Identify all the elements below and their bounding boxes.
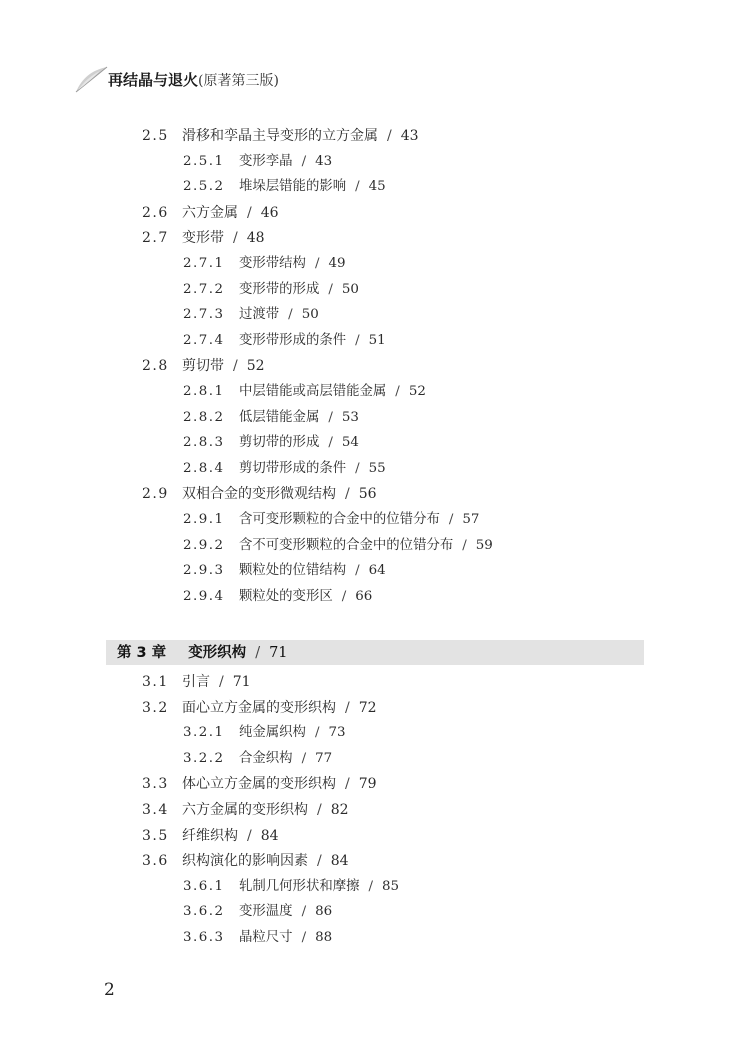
toc-separator: / (301, 904, 307, 920)
toc-entry-number: 2.9 (142, 486, 169, 503)
toc-entry[interactable] (183, 281, 359, 299)
toc-entry-page: 51 (368, 332, 386, 348)
toc-entry-number: 3.2 (142, 699, 169, 716)
toc-entry-title: 剪切带 (182, 358, 224, 375)
toc-entry-number: 2.9.4 (183, 588, 225, 604)
toc-entry-title: 双相合金的变形微观结构 (182, 486, 336, 503)
toc-separator: / (345, 699, 350, 716)
toc-entry-title: 变形孪晶 (239, 153, 293, 169)
toc-separator: / (395, 384, 400, 399)
toc-entry-number: 2.6 (142, 204, 169, 221)
toc-entry-number: 3.6.3 (183, 930, 225, 945)
toc-entry-page: 71 (232, 674, 251, 690)
toc-entry-title: 引言 (182, 674, 210, 690)
toc-entry-page: 43 (315, 153, 333, 169)
toc-entry-number: 2.9.2 (183, 537, 225, 553)
toc-entry-title: 面心立方金属的变形织构 (182, 699, 336, 716)
running-header (72, 62, 672, 98)
toc-entry-page: 66 (355, 588, 373, 604)
toc-entry-title: 变形温度 (239, 904, 293, 920)
book-subtitle: (原著第三版) (198, 73, 279, 89)
toc-entry-title: 堆垛层错能的影响 (239, 179, 347, 195)
toc-entry[interactable] (142, 775, 377, 793)
toc-entry[interactable] (142, 827, 279, 845)
toc-entry[interactable] (142, 699, 377, 717)
toc-entry-page: 85 (382, 878, 400, 894)
toc-separator: / (314, 725, 320, 741)
toc-separator: / (301, 153, 307, 169)
toc-separator: / (355, 332, 360, 348)
leaf-logo-icon (74, 64, 108, 94)
toc-entry[interactable] (183, 332, 386, 350)
toc-entry-title: 轧制几何形状和摩擦 (239, 878, 360, 894)
toc-entry-number: 2.7.1 (183, 256, 225, 271)
toc-entry-title: 织构演化的影响因素 (182, 853, 308, 870)
toc-entry-title: 颗粒处的位错结构 (239, 563, 347, 579)
toc-entry[interactable] (142, 673, 251, 691)
toc-entry[interactable] (183, 562, 386, 580)
toc-entry-number: 3.5 (142, 827, 169, 844)
toc-entry[interactable] (183, 511, 479, 529)
toc-entry[interactable] (183, 153, 332, 171)
toc-entry-page: 52 (408, 384, 426, 399)
toc-entry[interactable] (183, 409, 359, 427)
toc-entry-page: 59 (475, 537, 493, 553)
toc-entry-number: 3.2.2 (183, 750, 225, 766)
toc-entry-page: 88 (315, 930, 333, 945)
toc-entry[interactable] (142, 852, 349, 870)
toc-entry-title: 中层错能或高层错能金属 (239, 384, 387, 399)
toc-separator: / (219, 674, 224, 690)
toc-entry-title: 变形带结构 (239, 256, 306, 271)
toc-entry-title: 六方金属的变形织构 (182, 802, 308, 818)
toc-entry-title: 晶粒尺寸 (239, 930, 293, 945)
toc-entry-page: 48 (246, 230, 265, 247)
toc-entry-number: 2.8.4 (183, 460, 225, 476)
toc-entry[interactable] (183, 750, 332, 768)
toc-separator: / (387, 128, 392, 144)
toc-entry-page: 56 (358, 486, 377, 503)
toc-entry-page: 52 (246, 358, 265, 375)
toc-entry-page: 86 (315, 904, 333, 920)
toc-separator: / (301, 750, 307, 766)
toc-entry[interactable] (142, 229, 265, 247)
toc-entry[interactable] (142, 204, 279, 222)
toc-entry[interactable] (142, 127, 419, 145)
toc-entry-title: 纯金属织构 (239, 725, 306, 741)
toc-entry-number: 2.8.3 (183, 435, 225, 451)
toc-separator: / (462, 537, 467, 553)
toc-separator: / (301, 930, 307, 945)
toc-entry-title: 过渡带 (239, 307, 280, 323)
toc-separator: / (255, 645, 261, 661)
toc-entry-page: 43 (400, 128, 419, 144)
toc-entry-number: 2.8.2 (183, 409, 225, 425)
toc-entry-page: 50 (341, 281, 359, 297)
toc-entry-page: 54 (341, 435, 359, 451)
toc-separator: / (341, 588, 347, 604)
toc-entry[interactable] (183, 178, 386, 196)
toc-entry-title: 低层错能金属 (239, 409, 320, 425)
toc-separator: / (328, 281, 333, 297)
toc-entry-page: 55 (368, 460, 386, 476)
toc-entry-number: 3.1 (142, 674, 169, 690)
toc-entry-title: 含可变形颗粒的合金中的位错分布 (239, 512, 440, 527)
toc-entry[interactable] (183, 255, 346, 273)
toc-separator: / (317, 853, 322, 870)
toc-entry-page: 77 (315, 750, 333, 766)
toc-separator: / (448, 512, 454, 527)
toc-entry-page: 64 (368, 563, 386, 579)
chapter-page: 71 (269, 645, 288, 661)
toc-entry-page: 46 (260, 204, 279, 221)
toc-entry[interactable] (142, 357, 265, 375)
toc-entry-title: 六方金属 (182, 204, 238, 221)
toc-separator: / (314, 256, 320, 271)
toc-entry-number: 2.7.2 (183, 281, 225, 297)
toc-separator: / (233, 230, 238, 247)
toc-separator: / (355, 460, 360, 476)
toc-entry[interactable] (183, 903, 332, 921)
toc-entry-number: 3.6.1 (183, 878, 225, 894)
toc-entry-page: 82 (330, 802, 349, 818)
chapter-title: 变形织构 (188, 645, 247, 661)
toc-entry-title: 变形带 (182, 230, 224, 247)
toc-entry-page: 84 (330, 853, 349, 870)
toc-entry-title: 变形带形成的条件 (239, 332, 347, 348)
toc-entry[interactable] (183, 537, 493, 555)
toc-entry-title: 滑移和孪晶主导变形的立方金属 (182, 128, 378, 144)
toc-entry-number: 2.9.1 (183, 512, 225, 527)
toc-entry[interactable] (183, 434, 359, 452)
toc-separator: / (328, 435, 333, 451)
toc-entry[interactable] (183, 878, 399, 896)
toc-entry-number: 3.4 (142, 802, 169, 818)
toc-entry-number: 3.3 (142, 776, 169, 793)
toc-entry-page: 57 (462, 512, 480, 527)
toc-entry[interactable] (183, 929, 332, 947)
toc-entry[interactable] (183, 306, 319, 324)
toc-entry-number: 2.7.3 (183, 307, 225, 323)
toc-entry-number: 2.7 (142, 230, 169, 247)
toc-entry-number: 2.5.2 (183, 179, 225, 195)
toc-separator: / (328, 409, 333, 425)
toc-entry-number: 3.6.2 (183, 904, 225, 920)
toc-entry-number: 2.8.1 (183, 384, 225, 399)
toc-entry-page: 49 (328, 256, 346, 271)
toc-entry-number: 2.7.4 (183, 332, 225, 348)
chapter-heading[interactable] (117, 644, 288, 662)
chapter-number: 第 3 章 (117, 645, 167, 661)
toc-separator: / (247, 827, 252, 844)
toc-separator: / (355, 563, 360, 579)
toc-entry-title: 剪切带形成的条件 (239, 460, 347, 476)
toc-entry-page: 84 (260, 827, 279, 844)
toc-entry-page: 45 (368, 179, 386, 195)
toc-entry-title: 体心立方金属的变形织构 (182, 776, 336, 793)
toc-entry-title: 变形带的形成 (239, 281, 320, 297)
toc-entry[interactable] (142, 485, 377, 503)
toc-entry-page: 50 (301, 307, 319, 323)
toc-entry-number: 2.9.3 (183, 563, 225, 579)
toc-entry-number: 2.5 (142, 128, 169, 144)
toc-entry-page: 72 (358, 699, 377, 716)
toc-entry[interactable] (183, 724, 346, 742)
toc-entry-title: 合金织构 (239, 750, 293, 766)
toc-separator: / (317, 802, 322, 818)
toc-entry-page: 79 (358, 776, 377, 793)
toc-separator: / (247, 204, 252, 221)
toc-entry[interactable] (142, 801, 349, 819)
toc-entry-title: 剪切带的形成 (239, 435, 320, 451)
toc-separator: / (288, 307, 293, 323)
toc-entry-title: 含不可变形颗粒的合金中的位错分布 (239, 537, 454, 553)
toc-entry[interactable] (183, 588, 372, 606)
toc-separator: / (233, 358, 238, 375)
toc-separator: / (368, 878, 374, 894)
toc-entry[interactable] (183, 383, 426, 401)
toc-separator: / (355, 179, 360, 195)
toc-entry-number: 3.6 (142, 853, 169, 870)
toc-separator: / (345, 486, 350, 503)
page-number: 2 (104, 980, 115, 1000)
toc-entry-number: 2.8 (142, 358, 169, 375)
toc-entry-number: 2.5.1 (183, 153, 225, 169)
toc-entry-page: 73 (328, 725, 346, 741)
toc-separator: / (345, 776, 350, 793)
toc-entry-title: 颗粒处的变形区 (239, 588, 333, 604)
toc-entry-number: 3.2.1 (183, 725, 225, 741)
toc-entry-title: 纤维织构 (182, 827, 238, 844)
toc-entry[interactable] (183, 460, 386, 478)
book-title: 再结晶与退火(原著第三版) (108, 71, 279, 89)
toc-entry-page: 53 (341, 409, 359, 425)
